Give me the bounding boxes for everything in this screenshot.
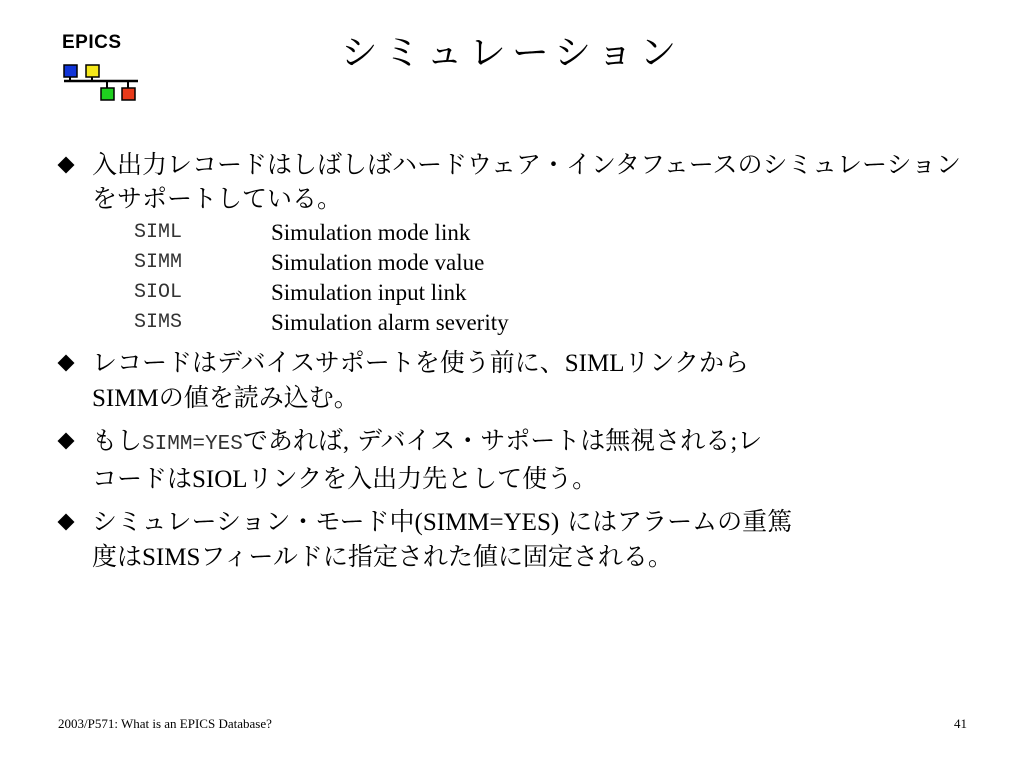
bullet-text: レコードはデバイスサポートを使う前に、	[92, 348, 565, 377]
bullet-text: コードは	[92, 464, 193, 493]
field-description: Simulation mode link	[271, 220, 471, 245]
code-simm-yes: SIMM=YES	[142, 433, 243, 456]
logo-green-square	[101, 88, 114, 100]
bullet-text: レ	[737, 426, 763, 455]
bullet-diamond-icon	[58, 355, 75, 372]
punctuation: ;	[730, 428, 738, 455]
logo-text: EPICS	[62, 32, 122, 53]
field-description: Simulation alarm severity	[271, 310, 509, 335]
field-ref-siml: SIML	[564, 350, 625, 377]
footer-caption: 2003/P571: What is an EPICS Database?	[58, 716, 272, 731]
field-description: Simulation input link	[271, 280, 467, 305]
bullet-text: リンクから	[624, 348, 750, 377]
bullet-text: シミュレーション・モード中	[92, 507, 415, 536]
field-name: SIMM	[134, 251, 183, 274]
bullet-item-4	[60, 505, 970, 575]
bullet-item-3	[60, 424, 970, 497]
field-name: SIOL	[134, 281, 183, 304]
bullet-text: の値を読み込む。	[158, 383, 359, 412]
bullet-diamond-icon	[58, 514, 75, 531]
field-row	[134, 218, 970, 248]
logo-red-square	[122, 88, 135, 100]
bullet-text: 度は	[92, 542, 143, 571]
field-row	[134, 308, 970, 338]
field-name: SIMS	[134, 311, 183, 334]
field-ref-sims: SIMS	[142, 544, 201, 571]
bullet-text: デバイス・サポートは無視される	[349, 426, 731, 455]
page-number: 41	[954, 716, 967, 731]
bullet-text: もし	[92, 426, 143, 455]
slide-title: シミュレーション	[340, 31, 683, 74]
bullet-text: リンクを入出力先として使う。	[247, 464, 598, 493]
bullet-text: であれば	[242, 426, 343, 455]
bullet-text: フィールドに指定された値に固定される。	[200, 542, 673, 571]
field-name: SIML	[134, 221, 183, 244]
field-ref-siol: SIOL	[192, 466, 248, 493]
bullet-text: にはアラームの重篤	[559, 507, 793, 536]
bullet-diamond-icon	[58, 433, 75, 450]
field-description: Simulation mode value	[271, 250, 485, 275]
field-row	[134, 248, 970, 278]
field-ref-simm: SIMM	[92, 385, 159, 412]
bullet-text: 入出力レコードはしばしばハードウェア・インタフェースのシミュレーションをサポートしている。	[92, 150, 962, 213]
field-list	[92, 218, 970, 338]
bullet-list	[60, 148, 970, 583]
bullet-diamond-icon	[58, 157, 75, 174]
field-row	[134, 278, 970, 308]
bullet-item-2	[60, 346, 970, 416]
punctuation: ,	[342, 428, 350, 455]
field-ref-simm-yes: (SIMM=YES)	[414, 509, 560, 536]
bullet-item-1	[60, 148, 970, 338]
